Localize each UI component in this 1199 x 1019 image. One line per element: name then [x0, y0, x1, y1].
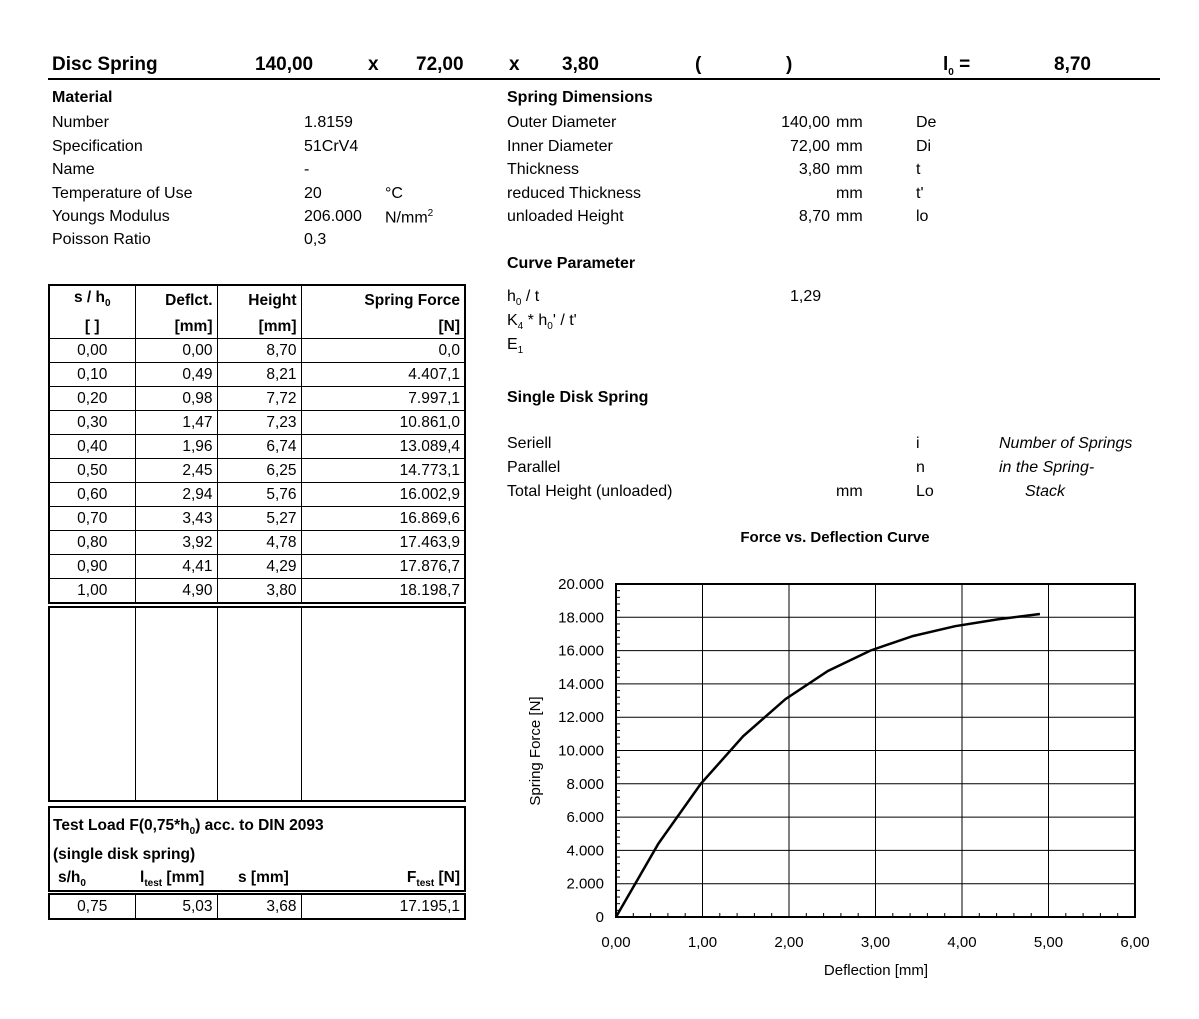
chart-y-tick-label: 6.000: [566, 809, 604, 827]
table-cell: 4,41: [135, 555, 217, 579]
page-title: Disc Spring: [52, 54, 158, 75]
dim-reduced-label: reduced Thickness: [507, 185, 641, 202]
chart-y-tick-label: 2.000: [566, 875, 604, 893]
chart-grid: [616, 584, 1135, 917]
table-cell: 0,60: [49, 483, 135, 507]
chart-y-tick-label: 12.000: [558, 709, 604, 727]
single-total-symbol: Lo: [916, 483, 934, 500]
col-header-sh: s / $h_0$: [49, 285, 135, 315]
chart-y-tick-label: 0: [595, 909, 604, 926]
chart-x-tick-label: 6,00: [1120, 934, 1150, 951]
curve-k4-label: $K_4 * h_0'$ / t': [507, 312, 577, 333]
single-total-label: Total Height (unloaded): [507, 483, 673, 500]
table-row: [49, 363, 465, 387]
table-cell: 1,96: [135, 435, 217, 459]
table-cell: 7,23: [217, 411, 301, 435]
dim-reduced-symbol: t': [916, 185, 924, 202]
table-row: [49, 411, 465, 435]
material-title: Material: [52, 89, 113, 106]
material-name-label: Name: [52, 161, 95, 178]
table-cell: 0,90: [49, 555, 135, 579]
dim-inner-unit: mm: [836, 138, 863, 155]
material-spec-label: Specification: [52, 138, 143, 155]
table-cell: 3,68: [217, 894, 301, 919]
test-col-s: s [mm]: [238, 869, 289, 886]
header-paren-close: ): [786, 54, 793, 75]
header-outer-diameter: 140,00: [255, 54, 314, 75]
dim-thickness-symbol: t: [916, 161, 921, 178]
single-note-1: Number of Springs: [999, 435, 1133, 452]
table-cell: 17.876,7: [301, 555, 465, 579]
chart-y-tick-label: 20.000: [558, 576, 604, 593]
chart-y-tick-label: 4.000: [566, 842, 604, 860]
dim-height-label: unloaded Height: [507, 208, 624, 225]
table-header-row: [49, 285, 465, 315]
chart-y-ticks: [558, 576, 604, 926]
force-deflection-chart: [500, 520, 1180, 1000]
test-col-sh: $s/h_0$: [58, 869, 86, 890]
chart-x-ticks: [601, 934, 1149, 951]
table-cell: 3,80: [217, 579, 301, 604]
dim-thickness-label: Thickness: [507, 161, 580, 178]
curve-e1-label: $E_1$: [507, 336, 524, 357]
dim-outer-unit: mm: [836, 114, 863, 131]
table-row: [49, 894, 465, 919]
material-modulus-value: 206.000: [304, 208, 362, 225]
table-cell: 13.089,4: [301, 435, 465, 459]
curve-h0t-value: 1,29: [790, 288, 822, 305]
table-cell: 6,25: [217, 459, 301, 483]
header-l0-label: $l_0$ =: [943, 54, 971, 78]
material-temp-value: 20: [304, 185, 322, 202]
col-unit-deflection: [mm]: [135, 315, 217, 339]
chart-title: Force vs. Deflection Curve: [740, 529, 930, 546]
table-cell: 10.861,0: [301, 411, 465, 435]
table-cell: 16.002,9: [301, 483, 465, 507]
dim-thickness-value: 3,80: [798, 161, 830, 178]
chart-y-label: Spring Force [N]: [527, 696, 544, 806]
header-x1: x: [368, 54, 379, 75]
material-temp-unit: °C: [385, 185, 403, 202]
test-col-ltest: $l_{test}$ [mm]: [140, 869, 205, 890]
dim-height-value: 8,70: [798, 208, 830, 225]
table-cell: 0,75: [49, 894, 135, 919]
dim-height-unit: mm: [836, 208, 863, 225]
single-note-2: in the Spring-: [999, 459, 1095, 476]
table-cell: 17.463,9: [301, 531, 465, 555]
test-table: [48, 893, 466, 920]
dim-inner-label: Inner Diameter: [507, 138, 613, 155]
material-poisson-label: Poisson Ratio: [52, 231, 151, 248]
blank-row: [49, 607, 465, 801]
table-row: [49, 579, 465, 604]
dim-inner-value: 72,00: [789, 138, 830, 155]
table-cell: 0,00: [49, 339, 135, 363]
single-note-3: Stack: [1025, 483, 1066, 500]
dim-inner-symbol: Di: [916, 138, 932, 155]
test-load-subtitle: (single disk spring): [53, 846, 196, 863]
dim-thickness-unit: mm: [836, 161, 863, 178]
material-number-value: 1.8159: [304, 114, 353, 131]
force-table: [48, 284, 466, 604]
dim-outer-value: 140,00: [781, 114, 830, 131]
table-cell: 8,70: [217, 339, 301, 363]
table-cell: 0,49: [135, 363, 217, 387]
table-cell: 0,70: [49, 507, 135, 531]
col-unit-height: [mm]: [217, 315, 301, 339]
test-load-title: Test Load $F(0,75*h_0)$ acc. to DIN 2093: [53, 817, 324, 838]
material-spec-value: 51CrV4: [304, 138, 359, 155]
dim-outer-label: Outer Diameter: [507, 114, 617, 131]
chart-y-tick-label: 14.000: [558, 675, 604, 693]
table-cell: 5,76: [217, 483, 301, 507]
header-rule: [48, 78, 1160, 80]
material-modulus-label: Youngs Modulus: [52, 208, 170, 225]
col-header-force: Spring Force: [301, 285, 465, 315]
table-cell: 0,40: [49, 435, 135, 459]
table-cell: 5,27: [217, 507, 301, 531]
header-inner-diameter: 72,00: [416, 54, 464, 75]
table-row: [49, 459, 465, 483]
chart-y-tick-label: 18.000: [558, 609, 604, 627]
blank-table: [48, 606, 466, 802]
chart-x-tick-label: 1,00: [687, 934, 718, 951]
table-cell: 18.198,7: [301, 579, 465, 604]
material-poisson-value: 0,3: [304, 231, 327, 248]
dim-reduced-unit: mm: [836, 185, 863, 202]
table-row: [49, 531, 465, 555]
col-unit-force: [N]: [301, 315, 465, 339]
chart-series-line: [616, 614, 1040, 917]
single-seriell-label: Seriell: [507, 435, 552, 452]
table-cell: 0,98: [135, 387, 217, 411]
table-cell: 14.773,1: [301, 459, 465, 483]
blank-cell: [217, 607, 301, 801]
chart-x-tick-label: 2,00: [774, 934, 804, 951]
chart-y-tick-label: 8.000: [566, 775, 604, 793]
material-name-value: -: [304, 161, 310, 178]
table-cell: 0,80: [49, 531, 135, 555]
curve-title: Curve Parameter: [507, 255, 636, 272]
single-parallel-label: Parallel: [507, 459, 561, 476]
table-cell: 16.869,6: [301, 507, 465, 531]
dim-height-symbol: lo: [916, 208, 929, 225]
header-thickness: 3,80: [562, 54, 599, 75]
table-row: [49, 387, 465, 411]
table-cell: 0,20: [49, 387, 135, 411]
single-total-unit: mm: [836, 483, 863, 500]
table-cell: 4.407,1: [301, 363, 465, 387]
header-paren-open: (: [695, 54, 702, 75]
chart-y-tick-label: 10.000: [558, 742, 604, 760]
table-row: [49, 339, 465, 363]
material-number-label: Number: [52, 114, 109, 131]
table-cell: 3,92: [135, 531, 217, 555]
table-cell: 17.195,1: [301, 894, 465, 919]
single-title: Single Disk Spring: [507, 389, 649, 406]
chart-x-label: Deflection [mm]: [823, 962, 929, 979]
material-modulus-unit: $N/mm^2$: [385, 208, 434, 227]
table-units-row: [49, 315, 465, 339]
curve-h0t-label: $h_0$ / t: [507, 288, 540, 309]
table-cell: 0,10: [49, 363, 135, 387]
header-x2: x: [509, 54, 520, 75]
table-cell: 4,29: [217, 555, 301, 579]
blank-cell: [135, 607, 217, 801]
table-cell: 2,45: [135, 459, 217, 483]
table-cell: 6,74: [217, 435, 301, 459]
material-temp-label: Temperature of Use: [52, 185, 193, 202]
test-col-ftest: $F_{test}$ [N]: [406, 869, 460, 890]
table-cell: 7.997,1: [301, 387, 465, 411]
single-seriell-symbol: i: [916, 435, 920, 452]
col-header-height: Height: [217, 285, 301, 315]
table-cell: 4,90: [135, 579, 217, 604]
table-row: [49, 435, 465, 459]
table-row: [49, 483, 465, 507]
chart-x-tick-label: 0,00: [601, 934, 631, 951]
dim-outer-symbol: De: [916, 114, 937, 131]
table-cell: 3,43: [135, 507, 217, 531]
table-cell: 7,72: [217, 387, 301, 411]
chart-x-tick-label: 3,00: [860, 934, 891, 951]
table-cell: 8,21: [217, 363, 301, 387]
chart-x-tick-label: 4,00: [947, 934, 977, 951]
table-cell: 2,94: [135, 483, 217, 507]
header-l0-value: 8,70: [1054, 54, 1091, 75]
chart-x-tick-label: 5,00: [1033, 934, 1064, 951]
blank-cell: [49, 607, 135, 801]
single-parallel-symbol: n: [916, 459, 925, 476]
col-unit-sh: [ ]: [49, 315, 135, 339]
table-cell: 0,00: [135, 339, 217, 363]
table-cell: 0,30: [49, 411, 135, 435]
table-cell: 4,78: [217, 531, 301, 555]
blank-cell: [301, 607, 465, 801]
table-cell: 0,0: [301, 339, 465, 363]
table-cell: 5,03: [135, 894, 217, 919]
table-cell: 1,00: [49, 579, 135, 604]
table-row: [49, 555, 465, 579]
table-cell: 1,47: [135, 411, 217, 435]
chart-y-tick-label: 16.000: [558, 642, 604, 660]
col-header-deflection: Deflct.: [135, 285, 217, 315]
table-row: [49, 507, 465, 531]
dimensions-title: Spring Dimensions: [507, 89, 653, 106]
table-cell: 0,50: [49, 459, 135, 483]
